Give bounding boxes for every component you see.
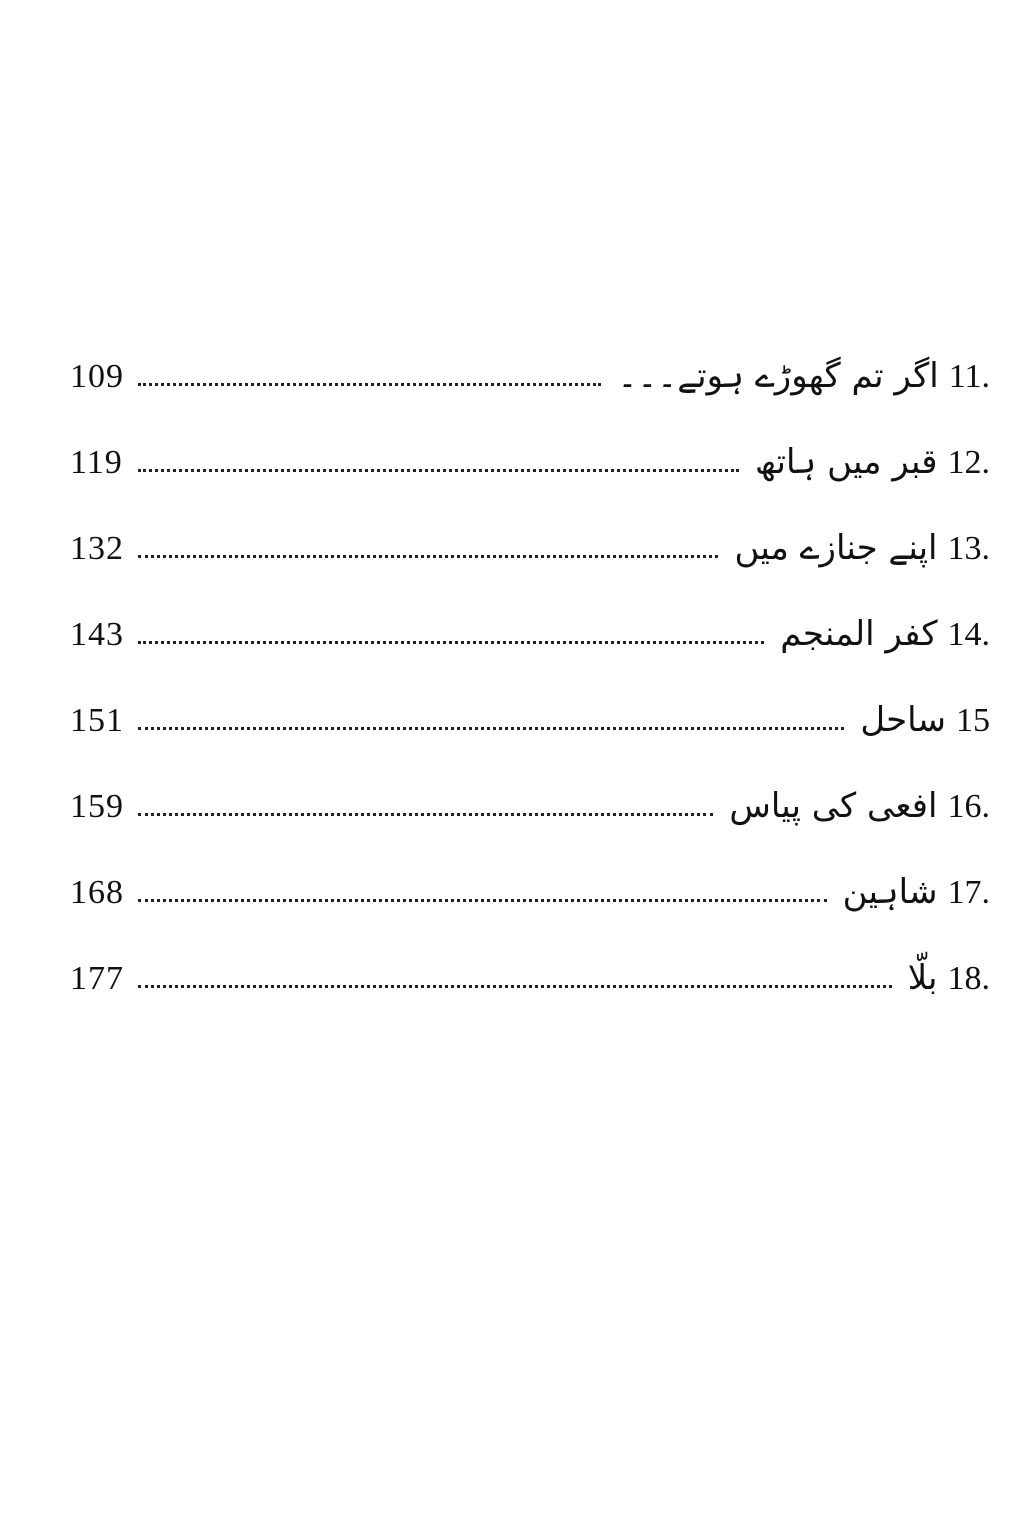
toc-entry-number: 18. bbox=[947, 960, 990, 997]
toc-entry bbox=[721, 786, 990, 826]
toc-row bbox=[70, 408, 990, 494]
toc-entry-number: 14. bbox=[947, 616, 990, 653]
toc-page-number: 168 bbox=[70, 874, 124, 911]
toc-entry-number: 12. bbox=[947, 444, 990, 481]
toc-leader-dots bbox=[138, 383, 601, 386]
toc-entry-number: 17. bbox=[947, 874, 990, 911]
toc-leader-dots bbox=[138, 899, 827, 902]
toc-entry-title: قبر میں ہاتھ bbox=[755, 442, 938, 482]
toc-row bbox=[70, 580, 990, 666]
toc-page-number: 109 bbox=[70, 358, 124, 395]
toc-entry bbox=[747, 442, 990, 482]
toc-row bbox=[70, 752, 990, 838]
toc-entry-title: بلّا bbox=[907, 958, 938, 998]
toc-page-number: 177 bbox=[70, 960, 124, 997]
toc-entry bbox=[835, 872, 990, 912]
toc-leader-dots bbox=[138, 641, 764, 644]
toc-entry-title: اپنے جنازے میں bbox=[734, 528, 938, 568]
toc-row bbox=[70, 666, 990, 752]
toc-row bbox=[70, 838, 990, 924]
toc-entry-title: شاہین bbox=[842, 872, 938, 912]
toc-entry-title: ساحل bbox=[860, 700, 946, 740]
toc-page-number: 119 bbox=[70, 444, 123, 481]
toc-entry-title: کفر المنجم bbox=[780, 614, 938, 654]
toc-entry-number: 16. bbox=[947, 788, 990, 825]
toc-leader-dots bbox=[138, 469, 739, 472]
toc-entry bbox=[900, 958, 990, 998]
toc-entry-number: 13. bbox=[947, 530, 990, 567]
toc-page-number: 159 bbox=[70, 788, 124, 825]
toc-entry bbox=[852, 700, 990, 740]
toc-leader-dots bbox=[138, 555, 718, 558]
toc-entry bbox=[609, 356, 990, 396]
table-of-contents bbox=[70, 322, 990, 1010]
toc-page-number: 143 bbox=[70, 616, 124, 653]
toc-entry-title: اگر تم گھوڑے ہوتے۔۔۔ bbox=[617, 356, 939, 396]
toc-page-number: 132 bbox=[70, 530, 124, 567]
toc-row bbox=[70, 322, 990, 408]
toc-entry bbox=[772, 614, 990, 654]
toc-leader-dots bbox=[138, 727, 844, 730]
toc-row bbox=[70, 494, 990, 580]
toc-entry-number: 11. bbox=[948, 358, 990, 395]
toc-row bbox=[70, 924, 990, 1010]
toc-entry-title: افعی کی پیاس bbox=[729, 786, 938, 826]
toc-page-number: 151 bbox=[70, 702, 124, 739]
toc-leader-dots bbox=[138, 813, 713, 816]
toc-entry bbox=[726, 528, 990, 568]
toc-leader-dots bbox=[138, 985, 892, 988]
toc-entry-number: 15 bbox=[956, 702, 990, 739]
